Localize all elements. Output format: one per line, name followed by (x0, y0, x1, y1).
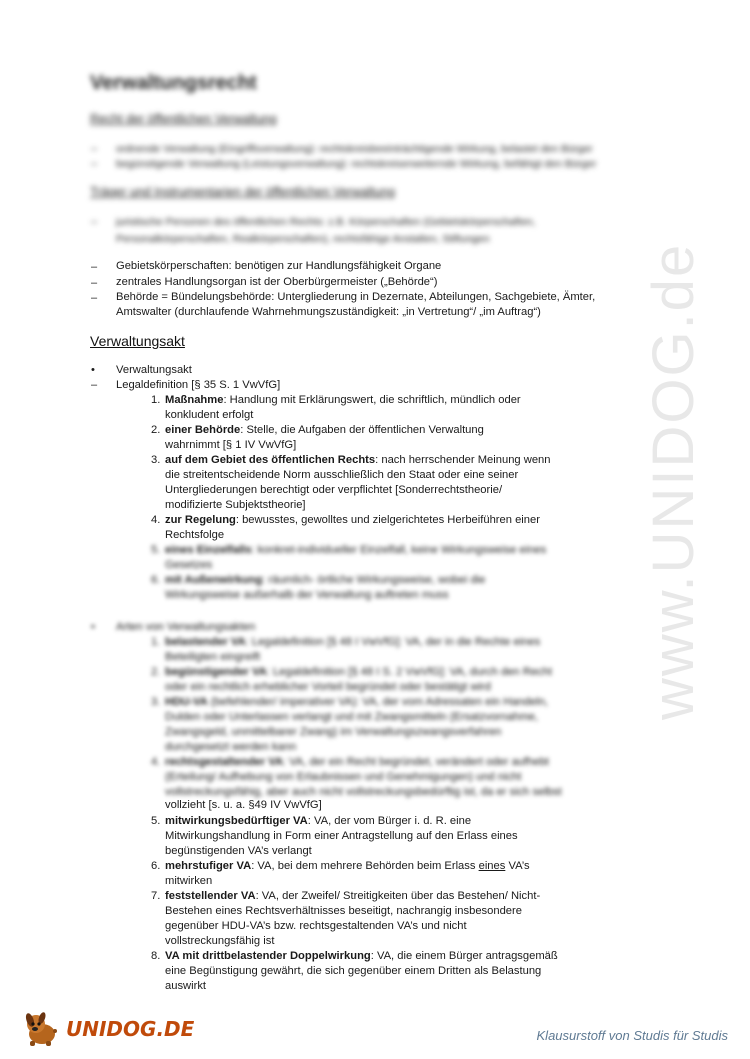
item-text: : räumlich- örtliche Wirkungsweise, wobei die (262, 574, 486, 586)
item-text: durchgesetzt werden kann (165, 741, 297, 753)
text-line: Personalkörperschaften, Realkörperschaften), rechtsfähige Anstalten, Stiftungen (116, 233, 490, 245)
item-text: wahrnimmt [§ 1 IV VwVfG] (165, 439, 297, 451)
item-term: begünstigender VA (165, 666, 267, 678)
list-item (165, 889, 585, 949)
text-line: Arten von Verwaltungsakten (116, 621, 256, 633)
text-line: Legaldefinition [§ 35 S. 1 VwVfG] (116, 379, 281, 391)
item-text: Beteiligten eingreift (165, 651, 261, 663)
logo-text: UNIDOG.DE (66, 1017, 195, 1041)
section-heading: Recht der öffentlichen Verwaltung (90, 112, 277, 126)
item-text: Bestehen eines Rechtsverhältnisses beseitigt, nachrangig insbesondere (165, 905, 522, 917)
list-item (165, 665, 585, 695)
list-item (165, 393, 585, 423)
item-number: 4. (151, 756, 161, 768)
item-text: begünstigenden VA’s verlangt (165, 845, 312, 857)
item-text: Dulden oder Unterlassen verlangt und mit Zwangsmitteln (Ersatzvornahme, (165, 711, 539, 723)
document-page: www.UNIDOG.de Verwaltungsrecht Recht der öffentlichen Verwaltung – ordnende Verwaltung (Eingriffsverwaltung): rechtskreisbeeinträchtigende Wirkung, belastet den Bürger – begünstigende Verwaltung (Leistungsverwaltung): rechtskreiserweiternde Wirkung, befähigt den Bürger Träger und Instrumentarien der öffentlichen Verwaltung – juristische Personen des öffentlichen Rechts: z.B. Körperschaften (Gebietskörperschaften, Personalkörperschaften, Realkörperschaften), rechtsfähige Anstalten, Stiftungen – Gebietskörperschaften: benötigen zur Handlungsfähigkeit Organe – zentrales Handlungsorgan ist der Oberbürgermeister („Behörde“) – Behörde = Bündelungsbehörde: Untergliederung in Dezernate, Abteilungen, Sachgebiete, Ämter, Amtswalter (durchlaufende Wahrnehmungszuständigkeit: „in Vertretung“/ „im Auftrag“) Verwaltungsakt • Verwaltungsakt – Legaldefinition [§ 35 S. 1 VwVfG] 1. Maßnahme: Handlung mit Erklärungswert, die schriftlich, mündlich oder konkludent erfolgt 2. einer Behörde: Stelle, die Aufgaben der öffentlichen Verwaltung wahrnimmt [§ 1 IV VwVfG] 3. auf dem Gebiet des öffentlichen Rechts: nach herrschender Meinung wenn die streitentscheidende Norm ausschließlich den Staat oder eine seiner Untergliederungen berechtigt oder verpflichtet [Sonderrechtstheorie/ modifizierte Subjektstheorie] 4. zur Regelung: bewusstes, gewolltes und zielgerichtetes Herbeiführen einer Rechtsfolge 5. eines Einzelfalls: konkret-individueller Einzelfall, keine Wirkungsweise eines Gesetzes 6. mit Außenwirkung: räumlich- örtliche Wirkungsweise, wobei die Wirkungsweise außerhalb der Verwaltung auftreten muss • Arten von Verwaltungsakten 1. belastender VA: Legaldefinition [§ 48 I VwVfG]: VA, der in die Rechte eines Beteiligten eingreift 2. begünstigender VA: Legaldefinition [§ 48 I S. 2 VwVfG]: VA, durch den Recht oder ein rechtlich erheblicher Vorteil begründet oder bestätigt wird 3. HDU-VA (befehlender/ imperativer VA): VA, der vom Adressaten ein Handeln, Dulden oder Unterlassen verlangt und mit Zwangsmitteln (Ersatzvornahme, Zwangsgeld, unmittelbarer Zwang) im Verwaltungszwangsverfahren durchgesetzt werden kann 4. rechtsgestaltender VA: VA, der ein Recht begründet, verändert oder aufhebt (Erteilung/ Aufhebung von Erlaubnissen und Genehmigungen) und nicht vollstreckungsfähig, aber auch nicht vollstreckungsbedürftig ist, da er sich selbst vollzieht [s. u. a. §49 IV VwVfG] 5. mitwirkungsbedürftiger VA: VA, der vom Bürger i. d. R. eine Mitwirkungshandlung in Form einer Antragstellung auf den Erlass eines begünstigenden VA’s verlangt 6. mehrstufiger VA: VA, bei dem mehrere Behörden beim Erlass eines VA’s mitwirken 7. feststellender VA: VA, der Zweifel/ Streitigkeiten über das Bestehen/ Nicht- Bestehen eines Rechtsverhältnisses beseitigt, nachrangig insbesondere gegenüber HDU-VA’s bzw. rechtsgestaltenden VA’s und nicht vollstreckungsfähig ist 8. VA mit drittbelastender Doppelwirkung: VA, die einem Bürger antragsgemäß eine Begünstigung gewährt, die sich gegenüber einem Dritten als Belastung auswirkt UNIDOG.DE Klausurstoff von Studis für Studis (0, 0, 750, 1059)
item-text: gegenüber HDU-VA’s bzw. rechtsgestaltenden VA’s und nicht (165, 920, 467, 932)
item-text: Gesetzes (165, 559, 213, 571)
item-text: oder ein rechtlich erheblicher Vorteil begründet oder bestätigt wird (165, 681, 491, 693)
item-text: (Erteilung/ Aufhebung von Erlaubnissen und Genehmigungen) und nicht (165, 771, 522, 783)
item-text: : konkret-individueller Einzelfall, keine Wirkungsweise eines (251, 544, 547, 556)
item-underline: eines (478, 860, 506, 872)
item-term: VA mit drittbelastender Doppelwirkung (165, 950, 371, 962)
item-term: auf dem Gebiet des öffentlichen Rechts (165, 454, 376, 466)
item-text: vollstreckungsfähig, aber auch nicht vollstreckungsbedürftig ist, da er sich selbst (165, 786, 562, 798)
list-item (165, 755, 585, 800)
text-line: ordnende Verwaltung (Eingriffsverwaltung): rechtskreisbeeinträchtigende Wirkung, belastet den Bürger (116, 143, 593, 155)
item-number: 4. (151, 514, 161, 526)
item-text: : nach herrschender Meinung wenn (375, 454, 551, 466)
list-item (165, 573, 585, 603)
item-number: 5. (151, 544, 161, 556)
item-number: 6. (151, 860, 161, 872)
item-number: 6. (151, 574, 161, 586)
dog-mascot-icon (22, 1010, 64, 1048)
text-line: zentrales Handlungsorgan ist der Oberbürgermeister („Behörde“) (116, 276, 438, 288)
item-text: Mitwirkungshandlung in Form einer Antragstellung auf den Erlass eines (165, 830, 518, 842)
text-line: juristische Personen des öffentlichen Rechts: z.B. Körperschaften (Gebietskörperschaften, (116, 216, 536, 228)
item-text: : VA, der Zweifel/ Streitigkeiten über das Bestehen/ Nicht- (255, 890, 541, 902)
item-term: Maßnahme (165, 394, 224, 406)
item-text: : Stelle, die Aufgaben der öffentlichen Verwaltung (240, 424, 484, 436)
list-item (165, 543, 585, 573)
item-text: die streitentscheidende Norm ausschließlich den Staat oder eine seiner (165, 469, 519, 481)
item-text: : Legaldefinition [§ 48 I VwVfG]: VA, der in die Rechte eines (245, 636, 541, 648)
item-text: eine Begünstigung gewährt, die sich gegenüber einem Dritten als Belastung (165, 965, 542, 977)
item-term: mitwirkungsbedürftiger VA (165, 815, 308, 827)
footer-logo (22, 1010, 194, 1048)
item-term: einer Behörde (165, 424, 241, 436)
list-item (165, 814, 585, 859)
item-number: 3. (151, 696, 161, 708)
item-number: 1. (151, 394, 161, 406)
document-title: Verwaltungsrecht (90, 72, 257, 94)
item-text: Zwangsgeld, unmittelbarer Zwang) im Verwaltungszwangsverfahren (165, 726, 502, 738)
item-number: 5. (151, 815, 161, 827)
item-text: (befehlender/ imperativer VA): VA, der vom Adressaten ein Handeln, (207, 696, 549, 708)
item-number: 2. (151, 424, 161, 436)
item-term: eines Einzelfalls (165, 544, 252, 556)
item-text: : VA, der vom Bürger i. d. R. eine (307, 815, 472, 827)
text-line: Amtswalter (durchlaufende Wahrnehmungszuständigkeit: „in Vertretung“/ „im Auftrag“) (116, 306, 541, 318)
item-term: feststellender VA (165, 890, 256, 902)
list-item (165, 423, 585, 453)
list-item (165, 695, 585, 755)
item-text: mitwirken (165, 875, 213, 887)
item-number: 1. (151, 636, 161, 648)
item-term: HDU-VA (165, 696, 208, 708)
text-line: vollzieht [s. u. a. §49 IV VwVfG] (165, 799, 322, 811)
text-line: Verwaltungsakt (116, 364, 192, 376)
item-term: mehrstufiger VA (165, 860, 252, 872)
item-number: 8. (151, 950, 161, 962)
item-number: 3. (151, 454, 161, 466)
list-item (165, 513, 585, 543)
item-text: Rechtsfolge (165, 529, 225, 541)
text-line: Behörde = Bündelungsbehörde: Untergliederung in Dezernate, Abteilungen, Sachgebiete, Ämter, (116, 291, 596, 303)
item-text: konkludent erfolgt (165, 409, 254, 421)
item-text: Wirkungsweise außerhalb der Verwaltung auftreten muss (165, 589, 449, 601)
list-item (165, 453, 585, 513)
section-heading: Träger und Instrumentarien der öffentlichen Verwaltung (90, 185, 396, 199)
item-text: : Handlung mit Erklärungswert, die schriftlich, mündlich oder (223, 394, 521, 406)
item-text: VA’s (505, 860, 530, 872)
item-text: Untergliederungen berechtigt oder verpflichtet [Sonderrechtstheorie/ (165, 484, 503, 496)
item-term: mit Außenwirkung (165, 574, 263, 586)
item-text: modifizierte Subjektstheorie] (165, 499, 306, 511)
item-text: auswirkt (165, 980, 207, 992)
list-item (165, 635, 585, 665)
text-line: Gebietskörperschaften: benötigen zur Handlungsfähigkeit Organe (116, 260, 442, 272)
item-term: belastender VA (165, 636, 246, 648)
item-number: 2. (151, 666, 161, 678)
section-heading-verwaltungsakt: Verwaltungsakt (90, 333, 185, 349)
item-term: rechtsgestaltender VA (165, 756, 283, 768)
item-text: : Legaldefinition [§ 48 I S. 2 VwVfG]: VA, durch den Recht (266, 666, 552, 678)
watermark: www.UNIDOG.de (641, 242, 706, 720)
list-item (165, 949, 585, 994)
item-number: 7. (151, 890, 161, 902)
item-text: vollstreckungsfähig ist (165, 935, 275, 947)
item-text: : VA, bei dem mehrere Behörden beim Erlass (251, 860, 479, 872)
footer-tagline: Klausurstoff von Studis für Studis (536, 1028, 728, 1043)
item-text: : VA, die einem Bürger antragsgemäß (370, 950, 558, 962)
text-line: begünstigende Verwaltung (Leistungsverwaltung): rechtskreiserweiternde Wirkung, befähigt den Bürger (116, 158, 597, 170)
item-text: : VA, der ein Recht begründet, verändert oder aufhebt (282, 756, 549, 768)
list-item (165, 859, 585, 889)
item-text: : bewusstes, gewolltes und zielgerichtetes Herbeiführen einer (235, 514, 540, 526)
item-term: zur Regelung (165, 514, 236, 526)
bullet-icon: • (91, 364, 95, 376)
